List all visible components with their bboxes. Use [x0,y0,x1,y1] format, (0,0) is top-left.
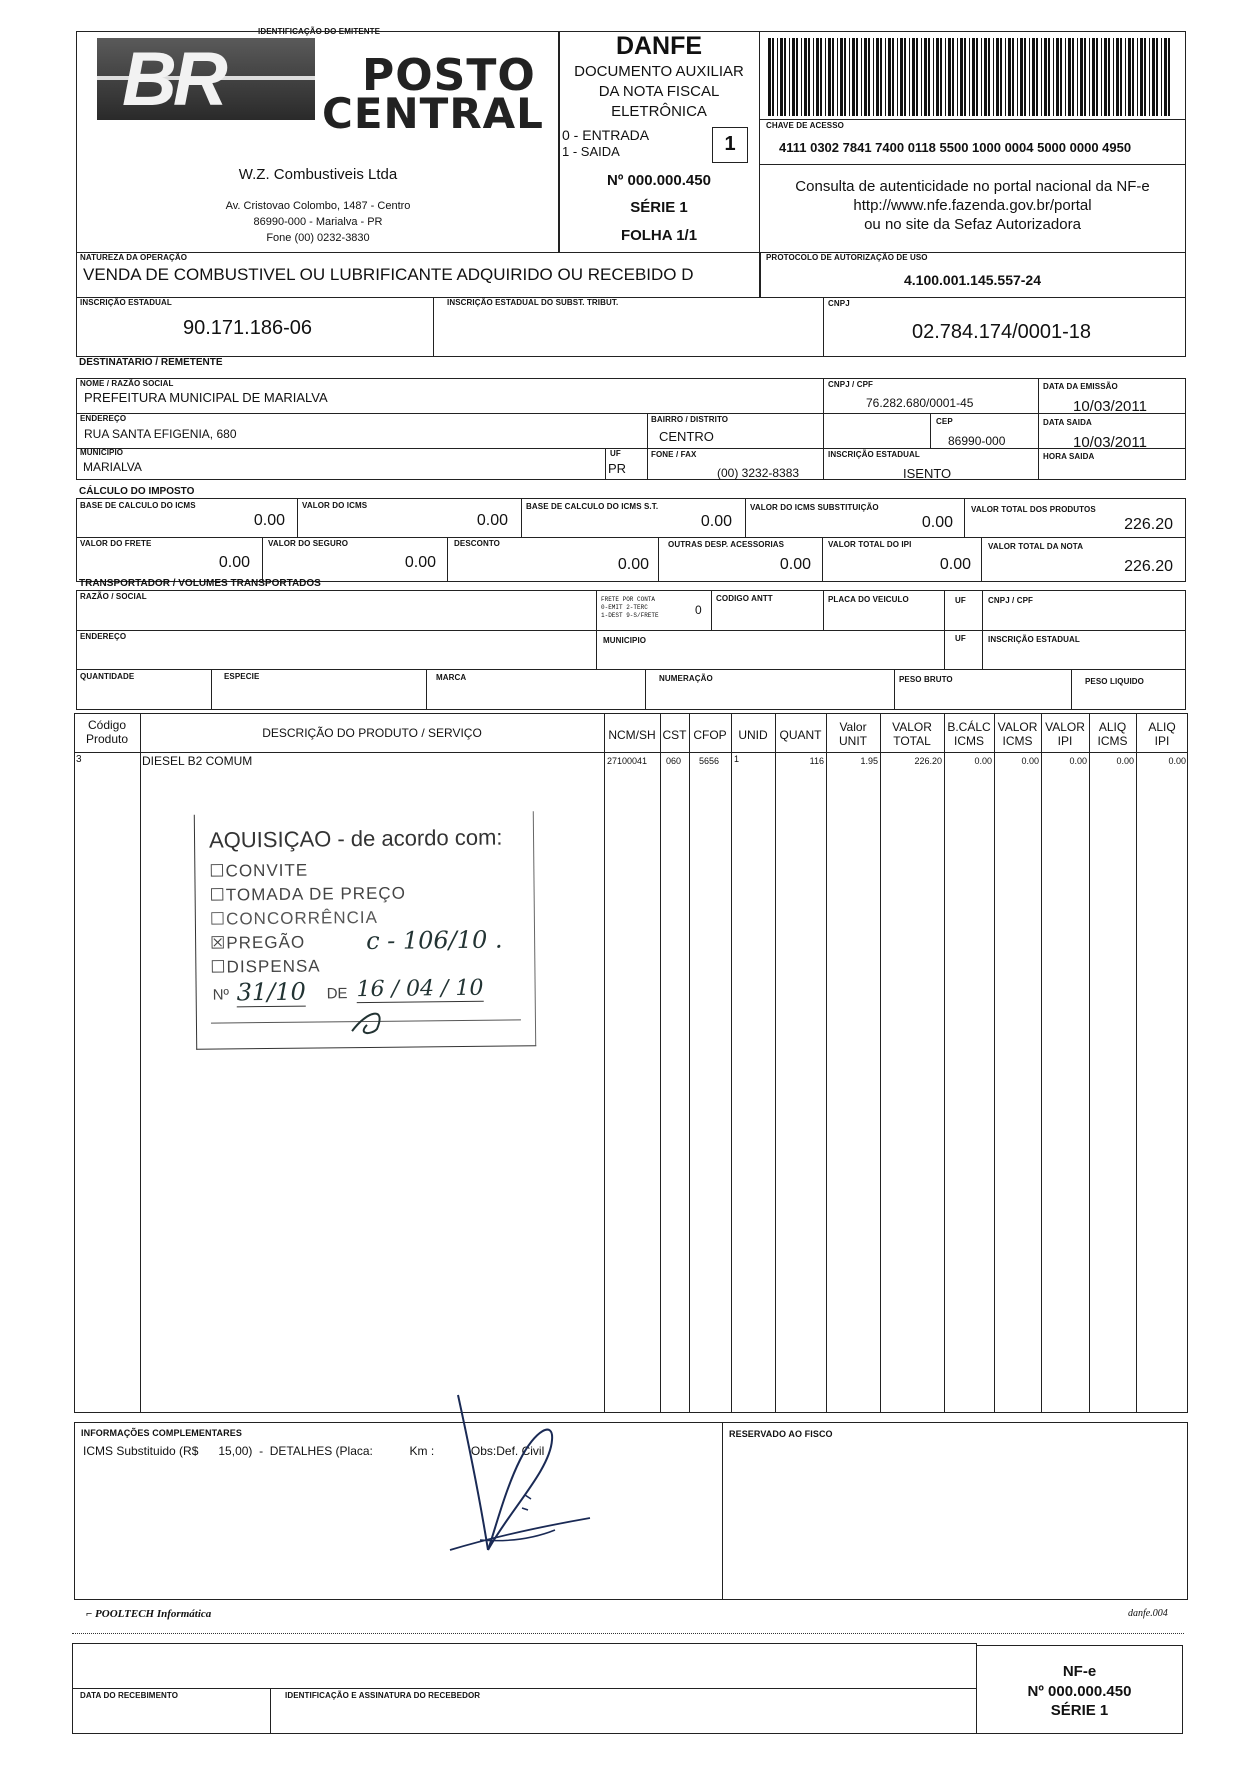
base-icms-st-value: 0.00 [700,513,732,530]
base-icms-label: BASE DE CALCULO DO ICMS [80,501,196,510]
dest-saida: 10/03/2011 [1073,434,1147,451]
dest-municipio: MARIALVA [83,460,142,474]
software-name: POOLTECH Informática [95,1608,212,1620]
transp-razao-label: RAZÃO / SOCIAL [80,592,147,601]
dest-cep-label: CEP [936,417,953,426]
acquisition-stamp [194,811,536,1050]
transp-ie-label: INSCRIÇÃO ESTADUAL [988,635,1080,644]
icms-subst-value: 0.00 [921,514,953,531]
stamp-opt3-text: CONCORRÊNCIA [226,907,379,929]
col-aicms-header [1089,720,1136,748]
col-quant-header: QUANT [779,728,822,742]
protocolo-value: 4.100.001.145.557-24 [903,272,1041,288]
frete-line2: 0-EMIT 2-TERC [601,604,648,611]
cell-unid: 1 [734,754,740,764]
transp-peso-liquido-label: PESO LIQUIDO [1085,677,1144,686]
stamp-opt2-text: TOMADA DE PREÇO [225,883,406,905]
col-vicms-h1: VALOR [997,720,1038,734]
frete-value-code: 0 [695,603,702,617]
dest-fone-label: FONE / FAX [651,450,697,459]
col-vipi-h2: IPI [1057,734,1073,748]
valor-icms-label: VALOR DO ICMS [302,501,368,510]
dest-saida-label: DATA SAIDA [1043,418,1092,427]
dest-fone: (00) 3232-8383 [717,466,800,480]
dest-ie: ISENTO [903,466,952,481]
outras-value: 0.00 [779,556,811,573]
canhoto-numero: Nº 000.000.450 [1027,1683,1132,1700]
total-ipi-value: 0.00 [939,556,971,573]
transp-antt-label: CODIGO ANTT [716,594,773,603]
destinatario-section: DESTINATARIO / REMETENTE [79,357,223,368]
danfe-numero: Nº 000.000.450 [607,172,711,189]
brand-central: CENTRAL [322,89,544,138]
cnpj-label: CNPJ [828,299,850,308]
col-cfop-header: CFOP [693,728,727,742]
col-vunit-h2: UNIT [839,734,867,748]
canhoto-nfe: NF-e [1062,1663,1097,1680]
outras-label: OUTRAS DESP. ACESSORIAS [668,540,785,549]
dest-bairro-label: BAIRRO / DISTRITO [651,415,729,424]
transp-endereco-label: ENDEREÇO [80,632,127,641]
cell-descricao: DIESEL B2 COMUM [142,754,253,768]
stamp-de: DE [326,985,348,1003]
assinatura-label: IDENTIFICAÇÃO E ASSINATURA DO RECEBEDOR [285,1691,481,1700]
stamp-opt-tomada: ☐TOMADA DE PREÇO [209,883,406,905]
dest-cnpj-label: CNPJ / CPF [828,380,874,389]
logo-text: BR [122,37,224,122]
stamp-signature [347,1001,407,1038]
stamp-opt-convite: ☐CONVITE [209,860,309,881]
danfe-serie: SÉRIE 1 [630,199,688,216]
protocolo-label: PROTOCOLO DE AUTORIZAÇÃO DE USO [766,253,928,262]
dest-ie-label: INSCRIÇÃO ESTADUAL [828,450,920,459]
total-nota-value: 226.20 [1124,558,1173,575]
col-vunit-h1: Valor [839,720,867,734]
transp-municipio-label: MUNICIPIO [603,636,647,645]
base-icms-st-label: BASE DE CALCULO DO ICMS S.T. [526,502,659,511]
dest-uf: PR [608,461,627,476]
col-aipi-header [1136,720,1188,748]
danfe-subtitle2: DA NOTA FISCAL [598,83,720,100]
transp-quantidade-label: QUANTIDADE [80,672,135,681]
cell-cst: 060 [666,756,682,766]
stamp-opt4-text: PREGÃO [226,932,306,953]
emitente-address2: 86990-000 - Marialva - PR [253,216,383,228]
total-produtos-value: 226.20 [1124,516,1173,533]
cell-ncm: 27100041 [607,756,648,766]
stamp-num: 31/10 [236,977,306,1007]
frete-line3: 1-DEST 9-S/FRETE [601,612,659,619]
cut-line [72,1633,1184,1634]
cell-vicms: 0.00 [1021,756,1039,766]
data-recebimento-label: DATA DO RECEBIMENTO [80,1691,179,1700]
br-logo [97,38,315,120]
ie-label: INSCRIÇÃO ESTADUAL [80,298,172,307]
col-vipi-h1: VALOR [1045,720,1085,734]
transp-uf-label: UF [955,596,966,605]
cell-cfop: 5656 [699,756,720,766]
stamp-date: 16 / 04 / 10 [356,975,484,1003]
emitente-name: W.Z. Combustiveis Ltda [238,166,398,183]
col-ncm-header: NCM/SH [608,728,656,742]
emitente-phone: Fone (00) 0232-3830 [266,232,370,244]
col-vicms-header [994,720,1041,748]
col-bcalc-h1: B.CÁLC [947,720,991,734]
dest-nome: PREFEITURA MUNICIPAL DE MARIALVA [84,390,328,405]
dest-endereco: RUA SANTA EFIGENIA, 680 [84,427,237,441]
transp-uf2-label: UF [955,634,966,643]
seguro-label: VALOR DO SEGURO [268,539,349,548]
dest-nome-label: NOME / RAZÃO SOCIAL [80,379,174,388]
dest-municipio-label: MUNICIPIO [80,448,124,457]
dest-endereco-label: ENDEREÇO [80,414,127,423]
info-text: ICMS Substituido (R$ 15,00) - DETALHES (Placa: Km : Obs:Def. Civil [83,1444,545,1458]
desconto-value: 0.00 [617,556,649,573]
natureza-label: NATUREZA DA OPERAÇÃO [80,253,188,262]
form-code: danfe.004 [1128,1608,1168,1619]
col-vtotal-h1: VALOR [892,720,932,734]
transp-especie-label: ESPECIE [224,672,260,681]
transp-marca-label: MARCA [436,673,467,682]
col-unid-header: UNID [738,728,768,742]
col-codigo-header [74,718,140,746]
iest-label: INSCRIÇÃO ESTADUAL DO SUBST. TRIBUT. [447,298,619,307]
danfe-tipo: 1 [712,127,748,163]
col-aipi-h2: IPI [1154,734,1170,748]
danfe-subtitle1: DOCUMENTO AUXILIAR [574,63,744,80]
cell-bcalc: 0.00 [974,756,992,766]
danfe-folha: FOLHA 1/1 [620,227,698,244]
stamp-opt-dispensa: ☐DISPENSA [210,956,321,977]
cell-vtotal: 226.20 [914,756,942,766]
cell-vunit: 1.95 [860,756,878,766]
col-vunit-header [826,720,880,748]
brand-posto: POSTO [362,50,536,101]
ie-value: 90.171.186-06 [183,317,313,339]
dest-hora-label: HORA SAIDA [1043,452,1095,461]
dest-cep: 86990-000 [948,434,1006,448]
dest-emissao: 10/03/2011 [1073,398,1147,415]
desconto-label: DESCONTO [454,539,500,548]
stamp-opt-concorrencia: ☐CONCORRÊNCIA [209,907,379,929]
transp-numeracao-label: NUMERAÇÃO [659,674,713,683]
transp-placa-label: PLACA DO VEICULO [828,595,909,604]
col-vtotal-h2: TOTAL [893,734,931,748]
col-vicms-h2: ICMS [1002,734,1033,748]
seguro-value: 0.00 [404,554,436,571]
chave-label: CHAVE DE ACESSO [766,121,844,130]
stamp-pregao-note: c - 106/10 . [365,925,503,955]
frete-line1: FRETE POR CONTA [601,596,656,603]
cell-aicms: 0.00 [1116,756,1134,766]
imposto-section: CÁLCULO DO IMPOSTO [79,486,195,497]
stamp-opt5-text: DISPENSA [226,956,321,977]
total-produtos-label: VALOR TOTAL DOS PRODUTOS [971,505,1096,514]
danfe-subtitle3: ELETRÔNICA [611,103,707,120]
frete-por-conta [601,596,659,620]
total-nota-label: VALOR TOTAL DA NOTA [988,542,1084,551]
col-vtotal-header [880,720,944,748]
col-aipi-h1: ALIQ [1148,720,1176,734]
danfe-entrada: 0 - ENTRADA [562,127,650,143]
cnpj-value: 02.784.174/0001-18 [912,321,1092,343]
consulta-line1: Consulta de autenticidade no portal nacional da NF-e [795,178,1150,195]
dest-emissao-label: DATA DA EMISSÃO [1043,382,1118,391]
col-vipi-header [1041,720,1089,748]
stamp-title: AQUISIÇAO - de acordo com: [208,824,503,853]
col-codigo-h2: Produto [85,732,129,746]
emitente-address1: Av. Cristovao Colombo, 1487 - Centro [225,200,411,212]
natureza-value: VENDA DE COMBUSTIVEL OU LUBRIFICANTE ADQUIRIDO OU RECEBIDO D [83,265,694,284]
consulta-line2[interactable]: http://www.nfe.fazenda.gov.br/portal [853,197,1092,214]
col-bcalc-header [944,720,994,748]
software-credit: ⌐ POOLTECH Informática [86,1608,212,1620]
transp-cnpj-label: CNPJ / CPF [988,596,1034,605]
frete-value: 0.00 [218,554,250,571]
consulta-line3: ou no site da Sefaz Autorizadora [864,216,1081,233]
dest-bairro: CENTRO [659,429,714,444]
total-ipi-label: VALOR TOTAL DO IPI [828,540,912,549]
signature [440,1390,600,1560]
danfe-saida: 1 - SAIDA [562,144,620,159]
cell-vipi: 0.00 [1069,756,1087,766]
canhoto-serie: SÉRIE 1 [1050,1702,1109,1719]
stamp-num-prefix: Nº [212,986,230,1004]
transportador-section: TRANSPORTADOR / VOLUMES TRANSPORTADOS [79,578,321,589]
cell-quant: 116 [809,756,824,766]
chave-value: 4111 0302 7841 7400 0118 5500 1000 0004 5000 0000 4950 [779,140,1132,155]
col-descricao-header: DESCRIÇÃO DO PRODUTO / SERVIÇO [262,726,482,740]
col-bcalc-h2: ICMS [954,734,984,748]
frete-label: VALOR DO FRETE [80,539,152,548]
col-aicms-h2: ICMS [1097,734,1128,748]
cell-aipi: 0.00 [1168,756,1186,766]
transp-peso-bruto-label: PESO BRUTO [899,675,953,684]
stamp-opt1-text: CONVITE [225,860,309,881]
col-cst-header: CST [662,728,687,742]
dest-uf-label: UF [610,449,621,458]
danfe-title: DANFE [615,32,703,60]
info-label: INFORMAÇÕES COMPLEMENTARES [81,1428,242,1438]
col-codigo-h1: Código [87,718,127,732]
fisco-label: RESERVADO AO FISCO [729,1429,833,1439]
icms-subst-label: VALOR DO ICMS SUBSTITUIÇÃO [750,503,879,512]
base-icms-value: 0.00 [253,512,285,529]
cell-codigo: 3 [76,754,82,765]
emitente-section-label: IDENTIFICAÇÃO DO EMITENTE [258,27,381,36]
col-aicms-h1: ALIQ [1098,720,1127,734]
fisco-box [722,1422,1188,1600]
dest-cnpj: 76.282.680/0001-45 [866,396,974,410]
barcode [768,38,1176,116]
stamp-opt-pregao: ☒PREGÃO [210,932,306,953]
valor-icms-value: 0.00 [476,512,508,529]
